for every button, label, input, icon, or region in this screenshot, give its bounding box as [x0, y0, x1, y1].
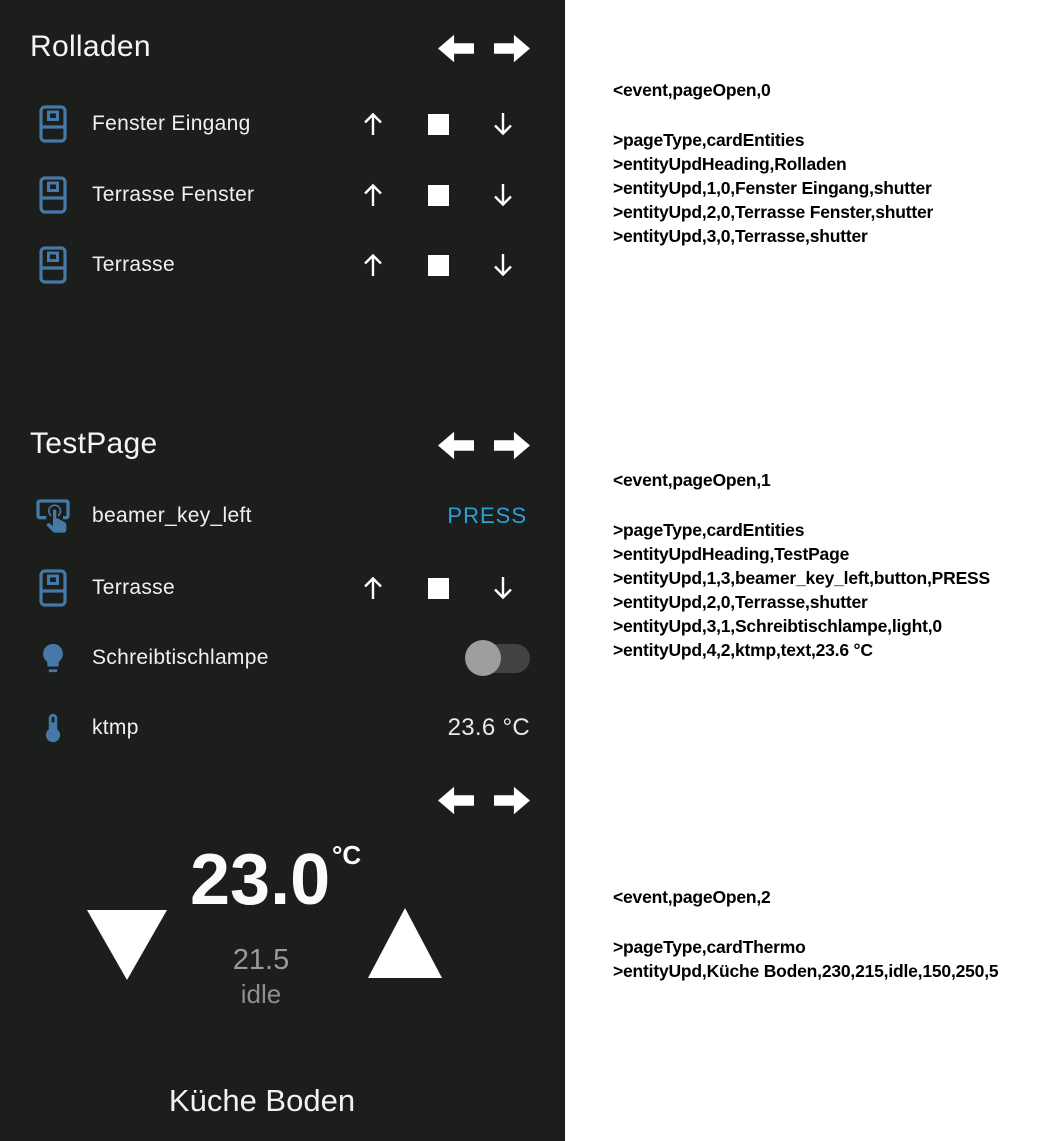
protocol-block-page0: [613, 78, 1045, 248]
thermometer-icon: [30, 711, 76, 745]
shutter-down-button[interactable]: [481, 102, 525, 146]
protocol-line: >entityUpd,4,2,ktmp,text,23.6 °C: [613, 640, 873, 660]
entity-name: Terrasse: [92, 576, 175, 599]
card-testpage: [0, 410, 565, 760]
card-rolladen: [0, 0, 565, 400]
stop-square-icon: [428, 114, 449, 135]
temperature-unit: °C: [332, 840, 362, 870]
page-navigation: [438, 784, 530, 817]
shutter-controls: [351, 565, 525, 611]
temp-decrease-button[interactable]: [87, 910, 167, 983]
page-navigation: [438, 32, 530, 65]
protocol-line: >pageType,cardEntities: [613, 130, 805, 150]
stop-square-icon: [428, 185, 449, 206]
entity-row-beamer-key-left: [30, 493, 535, 539]
protocol-line: >entityUpd,3,1,Schreibtischlampe,light,0: [613, 616, 942, 636]
shutter-stop-button[interactable]: [416, 566, 460, 610]
protocol-line: >entityUpd,1,0,Fenster Eingang,shutter: [613, 178, 932, 198]
light-toggle-switch[interactable]: [468, 644, 530, 673]
page-title: TestPage: [30, 427, 158, 460]
entity-name: Terrasse Fenster: [92, 183, 255, 206]
entity-row-schreibtischlampe: [30, 635, 535, 681]
toggle-knob: [465, 640, 501, 676]
shutter-down-button[interactable]: [481, 566, 525, 610]
triangle-down-icon: [87, 910, 167, 980]
temp-increase-button[interactable]: [368, 908, 442, 981]
protocol-line: >entityUpdHeading,TestPage: [613, 544, 850, 564]
current-temperature: 23.0: [190, 840, 331, 920]
entity-row-terrasse: [30, 565, 535, 611]
entity-name: Schreibtischlampe: [92, 646, 269, 669]
page-next-arrow-icon[interactable]: [494, 32, 530, 65]
protocol-event-line: <event,pageOpen,2: [613, 887, 771, 907]
shutter-stop-button[interactable]: [416, 102, 460, 146]
triangle-up-icon: [368, 908, 442, 978]
target-temperature: 21.5: [232, 944, 290, 976]
shutter-down-button[interactable]: [481, 243, 525, 287]
shutter-controls: [351, 101, 525, 147]
protocol-line: >pageType,cardEntities: [613, 520, 805, 540]
protocol-log-column: [613, 0, 1045, 1141]
entity-row-terrasse: [30, 242, 535, 288]
entity-name: ktmp: [92, 716, 139, 739]
shutter-controls: [351, 242, 525, 288]
press-button[interactable]: PRESS: [447, 503, 527, 528]
shutter-stop-button[interactable]: [416, 173, 460, 217]
hvac-state: idle: [240, 979, 282, 1009]
card-thermo: [0, 760, 565, 1141]
shutter-controls: [351, 172, 525, 218]
entity-name: beamer_key_left: [92, 504, 252, 527]
page-prev-arrow-icon[interactable]: [438, 784, 474, 817]
protocol-block-page2: [613, 885, 1045, 983]
page-navigation: [438, 429, 530, 462]
window-shutter-icon: [30, 246, 76, 284]
page-title: Rolladen: [30, 30, 151, 63]
protocol-line: >entityUpd,2,0,Terrasse Fenster,shutter: [613, 202, 934, 222]
protocol-line: >entityUpd,Küche Boden,230,215,idle,150,250,5: [613, 961, 999, 981]
gesture-tap-button-icon: [30, 496, 76, 536]
protocol-line: >entityUpd,1,3,beamer_key_left,button,PRESS: [613, 568, 990, 588]
window-shutter-icon: [30, 105, 76, 143]
page-next-arrow-icon[interactable]: [494, 429, 530, 462]
shutter-up-button[interactable]: [351, 102, 395, 146]
shutter-up-button[interactable]: [351, 243, 395, 287]
protocol-block-page1: [613, 468, 1045, 662]
lightbulb-icon: [30, 641, 76, 675]
window-shutter-icon: [30, 569, 76, 607]
window-shutter-icon: [30, 176, 76, 214]
page-prev-arrow-icon[interactable]: [438, 32, 474, 65]
shutter-stop-button[interactable]: [416, 243, 460, 287]
stop-square-icon: [428, 255, 449, 276]
protocol-line: >pageType,cardThermo: [613, 937, 806, 957]
thermostat-name: Küche Boden: [168, 1083, 356, 1118]
page-next-arrow-icon[interactable]: [494, 784, 530, 817]
shutter-up-button[interactable]: [351, 566, 395, 610]
protocol-event-line: <event,pageOpen,1: [613, 470, 771, 490]
protocol-line: >entityUpd,2,0,Terrasse,shutter: [613, 592, 868, 612]
entity-name: Fenster Eingang: [92, 112, 251, 135]
entity-row-fenster-eingang: [30, 101, 535, 147]
entity-row-ktmp: [30, 705, 535, 751]
protocol-event-line: <event,pageOpen,0: [613, 80, 771, 100]
shutter-down-button[interactable]: [481, 173, 525, 217]
protocol-line: >entityUpdHeading,Rolladen: [613, 154, 847, 174]
entity-name: Terrasse: [92, 253, 175, 276]
entity-row-terrasse-fenster: [30, 172, 535, 218]
entity-value: 23.6 °C: [447, 714, 530, 741]
page-prev-arrow-icon[interactable]: [438, 429, 474, 462]
protocol-line: >entityUpd,3,0,Terrasse,shutter: [613, 226, 868, 246]
stop-square-icon: [428, 578, 449, 599]
shutter-up-button[interactable]: [351, 173, 395, 217]
